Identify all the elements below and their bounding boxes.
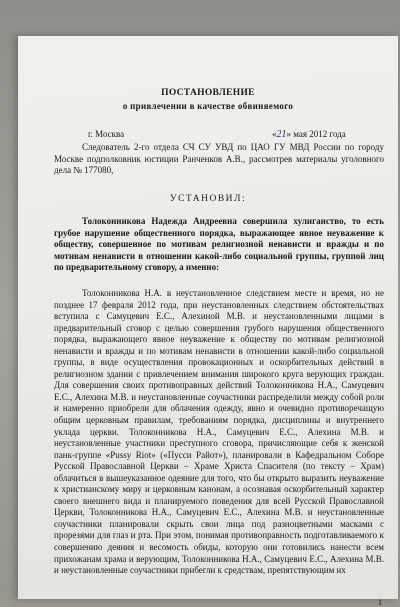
date-suffix: » мая 2012 года [286,129,346,139]
document-title: ПОСТАНОВЛЕНИЕ [161,88,255,98]
date-prefix: « [272,129,277,139]
document-sheet [18,36,398,607]
investigator-paragraph: Следователь 2-го отдела СЧ СУ УВД по ЦАО ГУ МВД России по городу Москве подполковник юстиции Ранченков А.В., рассмотрев материалы уголовного дела № 177080, [54,142,384,176]
document-city: г. Москва [88,129,125,139]
established-heading: УСТАНОВИЛ: [169,194,247,204]
charge-paragraph: Толоконникова Надежда Андреевна совершила хулиганство, то есть грубое нарушение общественного порядка, выражающее явное неуважение к обществу, совершенное по мотивам религиозной ненависти и вражды и по мотивам ненависти в отношении какой-либо социальной группы, группой лиц по предварительному сговору, а именно: [54,216,384,273]
document-subtitle: о привлечении в качестве обвиняемого [122,101,294,111]
page-number: 1 [378,598,382,607]
date-day-handwritten: 21 [276,129,287,140]
document-date [272,129,346,140]
body-paragraph: Толоконникова Н.А. в неустановленное следствием месте и время, но не позднее 17 февраля 2012 года, при неустановленных следствием обстоятельствах вступила с Самуцевич Е.С., Алехиной М.В. и неустановленными лицами в предварительный сговор с целью совершения грубого нарушения общественного порядка, выражающего явное неуважение к обществу по мотивам религиозной ненависти и вражды и по мотивам ненависти в отношении какой-либо социальной группы, в виде осуществления провокационных и оскорбительных действий в религиозном здании с привлечением внимания широкого круга верующих граждан. Для совершения своих противоправных действий Толоконникова Н.А., Самуцевич Е.С., Алехина М.В. и неустановленные соучастники распределили между собой роли и намеренно приобрели для облачения одежду, явно и очевидно противоречащую общим церковным правилам, требованиям порядка, дисциплины и внутреннего уклада церкви. Толоконникова Н.А., Самуцевич Е.С., Алехина М.В. и неустановленные участники преступного сговора, причисляющие себя к женской панк-группе «Pussy Riot» («Пусси Райот»), планировали в Кафедральном Соборе Русской Православной Церкви – Храме Христа Спасителя (по тексту – Храм) облачиться в вышеуказанное одеяние для того, что бы открыто выразить неуважение к христианскому миру и церковным канонам, а осознавая оскорбительный характер своего внешнего вида и планируемого поведения для всей Русской Православной Церкви, Толоконникова Н.А., Самуцевич Е.С., Алехина М.В. и неустановленные соучастники планировали скрыть свои лица под разноцветными масками с прорезями для глаз и рта. При этом, понимая противоправность подготавливаемого к совершению деяния и весомость обиды, которую они готовились нанести всем прихожанам храма и верующим, Толоконникова Н.А., Самуцевич Е.С., Алехина М.В. и неустановленные соучастники прибегли к средствам, препятствующим их [54,288,384,576]
